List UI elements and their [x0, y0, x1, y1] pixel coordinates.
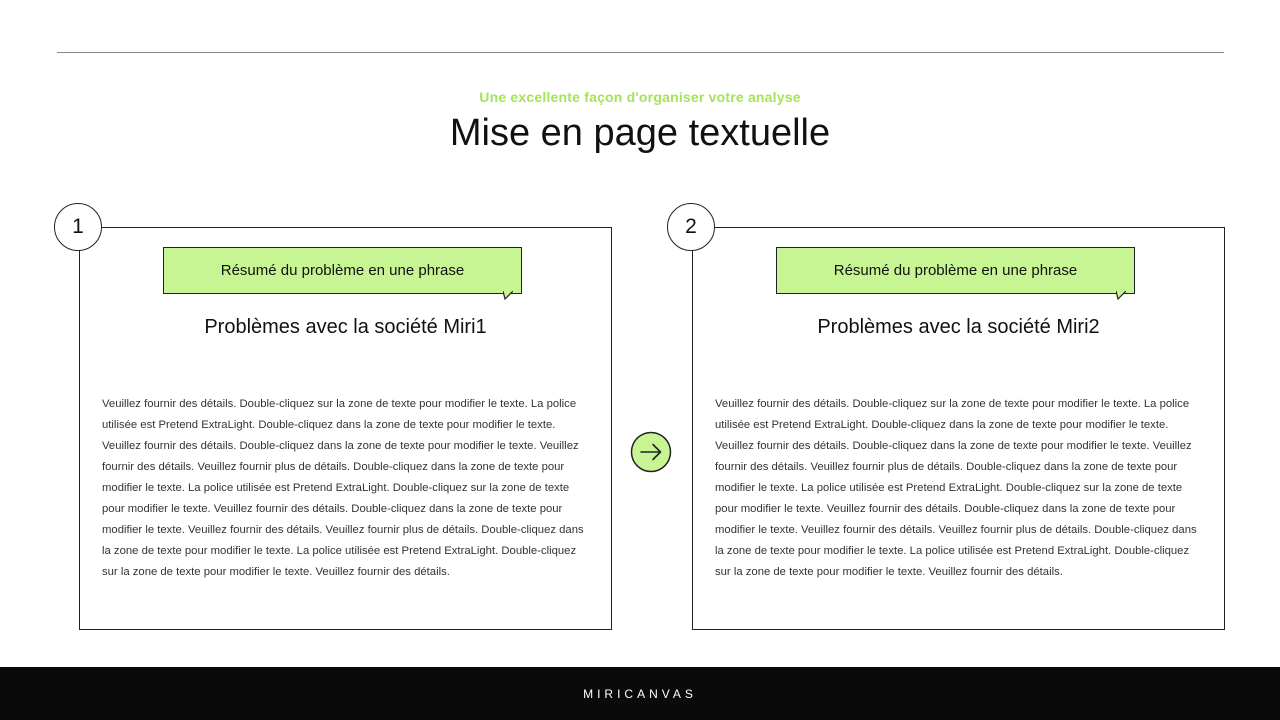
step-number-2: 2	[667, 203, 715, 251]
summary-bubble-2[interactable]	[776, 247, 1135, 294]
page-title: Mise en page textuelle	[449, 112, 831, 154]
page-subtitle: Une excellente façon d'organiser votre analyse	[479, 89, 801, 105]
brand-logo-text: MIRICANVAS	[583, 686, 697, 701]
card-heading-1[interactable]: Problèmes avec la société Miri1	[204, 316, 487, 338]
summary-bubble-1[interactable]	[163, 247, 522, 294]
top-divider	[57, 52, 1224, 53]
bubble-tail-icon	[503, 291, 513, 301]
arrow-right-icon	[630, 431, 672, 473]
bubble-tail-icon	[1116, 291, 1126, 301]
card-heading-2[interactable]: Problèmes avec la société Miri2	[817, 316, 1100, 338]
card-body-2[interactable]: Veuillez fournir des détails. Double-cliquez sur la zone de texte pour modifier le texte. La police utilisée est Pretend ExtraLight. Double-cliquez dans la zone de texte pour modifier le texte. Veuillez fournir des détails. Double-cliquez dans la zone de texte pour modifier le texte. Veuillez fournir des détails. Veuillez fournir plus de détails. Double-cliquez dans la zone de texte pour modifier le texte. La police utilisée est Pretend ExtraLight. Double-cliquez sur la zone de texte pour modifier le texte. Veuillez fournir des détails. Double-cliquez dans la zone de texte pour modifier le texte. Veuillez fournir des détails. Veuillez fournir plus de détails. Double-cliquez dans la zone de texte pour modifier le texte. La police utilisée est Pretend ExtraLight. Double-cliquez sur la zone de texte pour modifier le texte. Veuillez fournir des détails.	[715, 398, 1197, 578]
card-2	[692, 227, 1225, 630]
card-1	[79, 227, 612, 630]
footer-bar	[0, 667, 1280, 720]
summary-bubble-label: Résumé du problème en une phrase	[833, 262, 1078, 279]
step-number-1: 1	[54, 203, 102, 251]
card-body-1[interactable]: Veuillez fournir des détails. Double-cliquez sur la zone de texte pour modifier le texte. La police utilisée est Pretend ExtraLight. Double-cliquez dans la zone de texte pour modifier le texte. Veuillez fournir des détails. Double-cliquez dans la zone de texte pour modifier le texte. Veuillez fournir des détails. Veuillez fournir plus de détails. Double-cliquez dans la zone de texte pour modifier le texte. La police utilisée est Pretend ExtraLight. Double-cliquez sur la zone de texte pour modifier le texte. Veuillez fournir des détails. Double-cliquez dans la zone de texte pour modifier le texte. Veuillez fournir des détails. Veuillez fournir plus de détails. Double-cliquez dans la zone de texte pour modifier le texte. La police utilisée est Pretend ExtraLight. Double-cliquez sur la zone de texte pour modifier le texte. Veuillez fournir des détails.	[102, 398, 584, 578]
summary-bubble-label: Résumé du problème en une phrase	[220, 262, 465, 279]
